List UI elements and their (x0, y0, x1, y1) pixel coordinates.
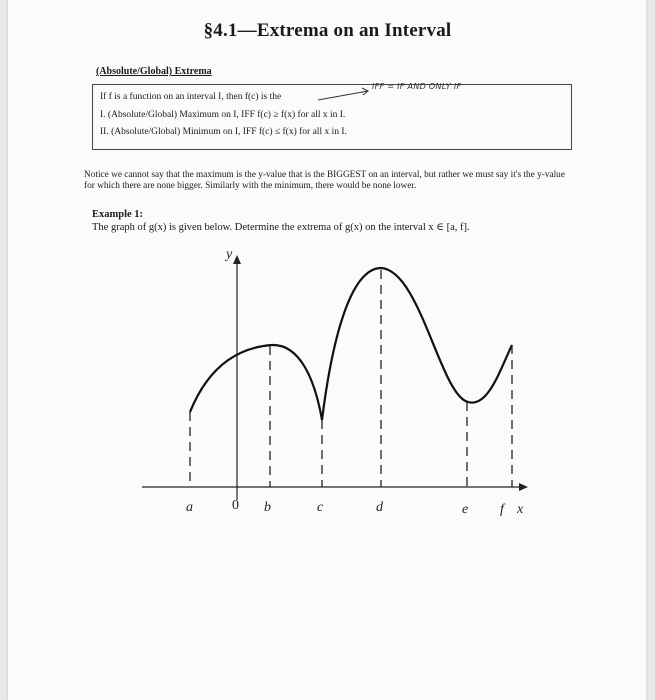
curve-g (190, 268, 512, 420)
x-axis-arrow (519, 483, 528, 491)
x-axis-label: x (517, 502, 524, 517)
definition-line-2: I. (Absolute/Global) Maximum on I, IFF f(c) ≥ f(x) for all x in I. (100, 110, 346, 120)
definition-line-3: II. (Absolute/Global) Minimum on I, IFF f(c) ≤ f(x) for all x in I. (100, 127, 347, 137)
label-e: e (462, 502, 469, 517)
handwritten-note: IFF = IF AND ONLY IF (372, 82, 462, 91)
label-c: c (317, 500, 324, 515)
label-a: a (186, 500, 193, 515)
y-axis-arrow (233, 255, 241, 264)
label-f: f (500, 502, 504, 517)
definition-heading: (Absolute/Global) Extrema (96, 66, 212, 77)
example-heading: Example 1: (92, 209, 144, 220)
page-title: §4.1—Extrema on an Interval (203, 20, 452, 41)
y-axis-label: y (226, 247, 233, 262)
origin-label: 0 (232, 498, 239, 513)
label-b: b (264, 500, 271, 515)
definition-line-1: If f is a function on an interval I, then f(c) is the (100, 92, 282, 102)
notice-paragraph: Notice we cannot say that the maximum is the y-value that is the BIGGEST on an interval, but rather we must say it's the y-value for which there are none bigger. Similarly with the minimum, there would be none lower. (84, 170, 565, 191)
example-text: The graph of g(x) is given below. Determine the extrema of g(x) on the interval x ∈ [a, f]. (92, 222, 470, 233)
label-d: d (376, 500, 383, 515)
